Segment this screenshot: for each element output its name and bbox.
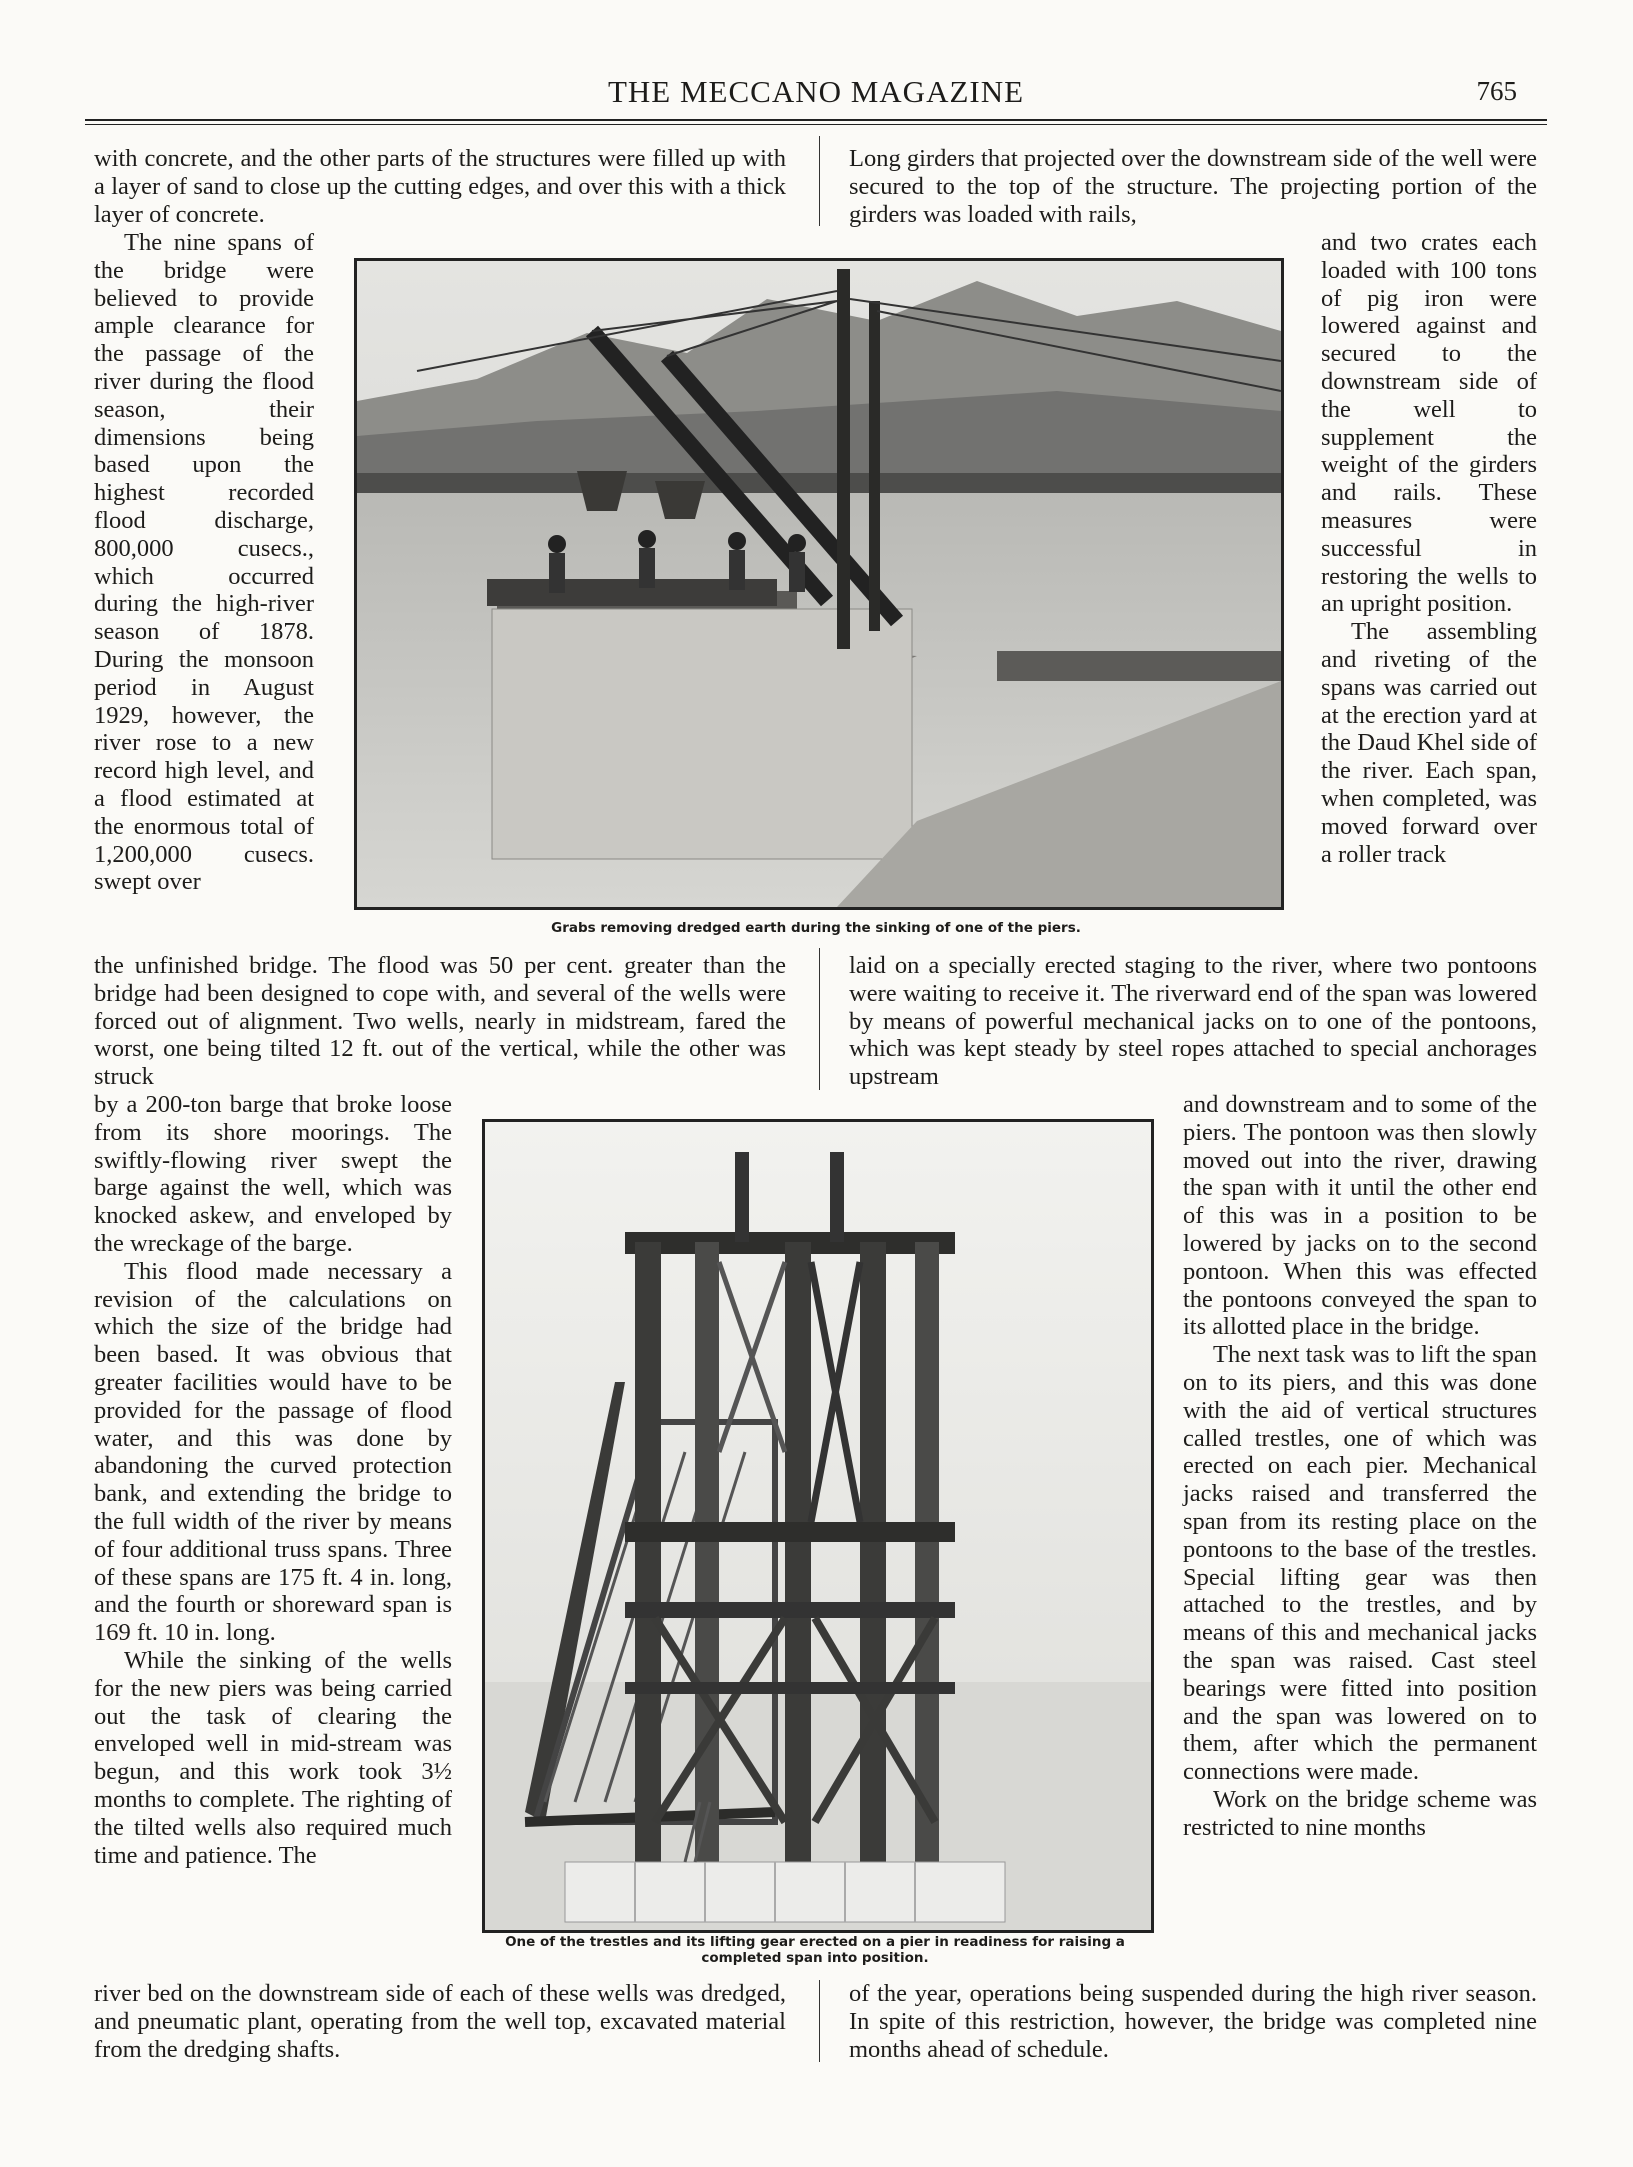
left-column-top-text: with concrete, and the other parts of the structures were filled up with a layer of sand to close up the cutting edges, and over this with a thick layer of concrete.	[94, 145, 786, 228]
left-column-bottom-text: river bed on the downstream side of each of these wells was dredged, and pneumatic plant, operating from the well top, excavated material from the dredging shafts.	[94, 1980, 786, 2063]
paragraph-flood-revision: This flood made necessary a revision of the calculations on which the size of the bridge had been based. It was obvious that greater facilities would have to be provided for the passage of flood water, and this was done by abandoning the curved protection bank, and extending the bridge to the full width of the river by means of four additional truss spans. Three of these spans are 175 ft. 4 in. long, and the fourth or shoreward span is 169 ft. 10 in. long.	[94, 1257, 452, 1647]
photo-trestle	[482, 1119, 1154, 1933]
column-divider-top	[819, 136, 820, 226]
paragraph-trestles: The next task was to lift the span on to its piers, and this was done with the aid of vertical structures called trestles, one of which was erected on each pier. Mechanical jacks raised and transferred the span from its resting place on the pontoons to the base of the trestles. Special lifting gear was then attached to the trestles, and by means of this and mechanical jacks the span was raised. Cast steel bearings were fitted into position and the span was lowered on to them, after which the permanent connections were made.	[1183, 1341, 1537, 1786]
paragraph-assembling: The assembling and riveting of the spans was carried out at the erection yard at the Daud Khel side of the river. Each span, when completed, was moved forward over a roller track	[1321, 618, 1537, 868]
right-column-mid-text: laid on a specially erected staging to the river, where two pontoons were waiting to receive it. The riverward end of the span was lowered by means of powerful mechanical jacks on to one of the pontoons, which was kept steady by steel ropes attached to special anchorages upstream	[849, 952, 1537, 1091]
photo-grabs-caption: Grabs removing dredged earth during the sinking of one of the piers.	[551, 920, 1081, 936]
right-wrap-text-1	[1321, 229, 1537, 868]
photo-grabs-dredging	[354, 258, 1284, 910]
photo-trestle-image	[485, 1122, 1151, 1930]
left-wrap-text-2	[94, 1091, 452, 1869]
right-wrap-text-2	[1183, 1091, 1537, 1842]
paragraph-barge: by a 200-ton barge that broke loose from its shore moorings. The swiftly-flowing river swept the barge against the well, which was knocked askew, and enveloped by the wreckage of the barge.	[94, 1091, 452, 1257]
page-header	[85, 72, 1547, 116]
left-column-mid-text: the unfinished bridge. The flood was 50 per cent. greater than the bridge had been designed to cope with, and several of the wells were forced out of alignment. Two wells, nearly in midstream, fared the worst, one being tilted 12 ft. out of the vertical, while the other was struck	[94, 952, 786, 1091]
paragraph-sinking-wells: While the sinking of the wells for the new piers was being carried out the task of clearing the enveloped well in mid-stream was begun, and this work took 3½ months to complete. The righting of the tilted wells also required much time and patience. The	[94, 1646, 452, 1869]
right-column-bottom-text: of the year, operations being suspended during the high river season. In spite of this restriction, however, the bridge was completed nine months ahead of schedule.	[849, 1980, 1537, 2063]
paragraph-crates: and two crates each loaded with 100 tons of pig iron were lowered against and secured to the downstream side of the well to supplement the weight of the girders and rails. These measures were successful in restoring the wells to an upright position.	[1321, 229, 1537, 618]
paragraph-nine-spans: The nine spans of the bridge were believed to provide ample clearance for the passage of the river during the flood season, their dimensions being based upon the highest recorded flood discharge, 800,000 cusecs., which occurred during the high-river season of 1878. During the monsoon period in August 1929, however, the river rose to a new record high level, and a flood estimated at the enormous total of 1,200,000 cusecs. swept over	[94, 229, 314, 896]
photo-trestle-caption: One of the trestles and its lifting gear erected on a pier in readiness for raising a completed span into position.	[505, 1934, 1125, 1966]
right-column-top-text: Long girders that projected over the downstream side of the well were secured to the top of the structure. The projecting portion of the girders was loaded with rails,	[849, 145, 1537, 228]
column-divider-bottom	[819, 1980, 820, 2062]
paragraph-pontoon: and downstream and to some of the piers. The pontoon was then slowly moved out into the river, drawing the span with it until the other end of this was in a position to be lowered by jacks on to the second pontoon. When this was effected the pontoons conveyed the span to its allotted place in the bridge.	[1183, 1091, 1537, 1341]
header-rule-thin	[85, 124, 1547, 125]
left-wrap-text-1	[94, 229, 314, 896]
photo-grabs-image	[357, 261, 1281, 907]
header-rule	[85, 119, 1547, 121]
paragraph-work-restricted: Work on the bridge scheme was restricted to nine months	[1183, 1785, 1537, 1841]
column-divider-mid	[819, 948, 820, 1090]
page-number: 765	[1476, 76, 1517, 106]
magazine-title: THE MECCANO MAGAZINE	[607, 74, 1025, 109]
